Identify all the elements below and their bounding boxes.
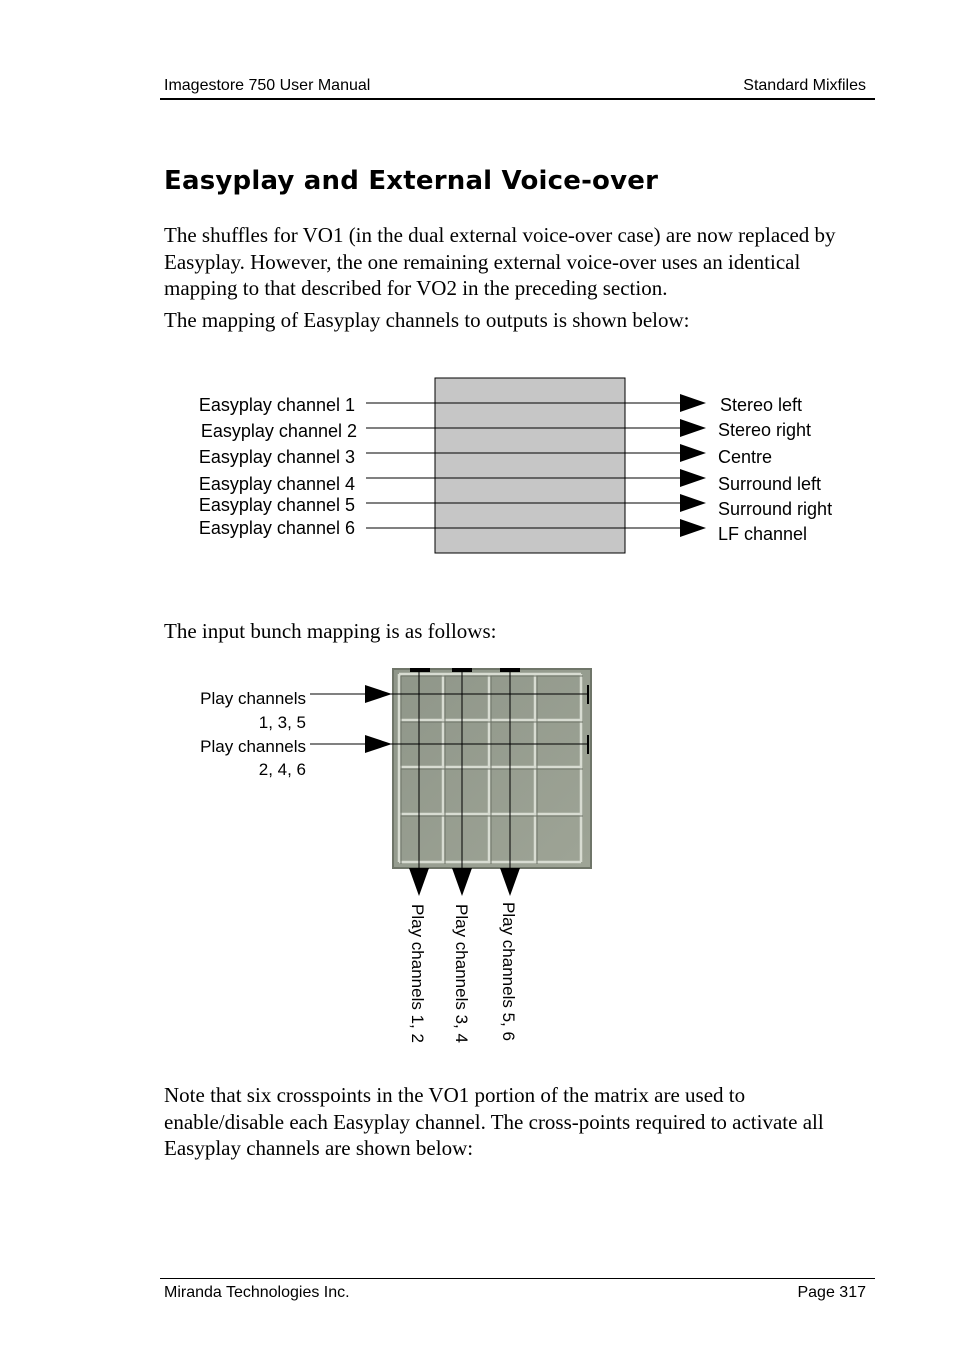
input-bunch-diagram: [0, 600, 954, 1070]
footer-company: Miranda Technologies Inc.: [164, 1284, 350, 1301]
output-label: Centre: [718, 447, 773, 467]
arrow-icon: [365, 685, 392, 703]
paragraph-shuffles: The shuffles for VO1 (in the dual external voice-over case) are now replaced by Easyplay. However, the one remaining external voice-over uses an identical mapping to that described for VO2 in the preceding section.: [164, 223, 836, 300]
input-label: Easyplay channel 1: [198, 395, 355, 415]
input-label: Easyplay channel 5: [198, 495, 355, 515]
header-manual-title: Imagestore 750 User Manual: [164, 77, 371, 94]
arrow-icon: [680, 469, 706, 487]
paragraph-input-bunch: The input bunch mapping is as follows:: [164, 619, 497, 643]
input-label: Easyplay channel 3: [198, 447, 355, 467]
mapping-block: [435, 378, 625, 553]
section-title: Easyplay and External Voice-over: [164, 166, 659, 196]
arrow-icon: [365, 735, 392, 753]
arrow-icon: [680, 519, 706, 537]
footer-rule: [160, 1278, 875, 1279]
column-label: Play channels 5, 6: [499, 902, 518, 1041]
header-section-name: Standard Mixfiles: [743, 77, 866, 94]
arrow-icon: [409, 868, 429, 896]
output-label: Stereo right: [718, 420, 812, 440]
input-label: Easyplay channel 6: [198, 518, 355, 538]
arrow-icon: [680, 419, 706, 437]
input-label: Easyplay channel 4: [198, 474, 355, 494]
row-label-line1: Play channels: [200, 689, 306, 708]
footer-page-number: Page 317: [797, 1284, 866, 1301]
paragraph-mapping-intro: The mapping of Easyplay channels to outputs is shown below:: [164, 308, 690, 332]
arrow-icon: [680, 444, 706, 462]
output-label: Stereo left: [720, 395, 803, 415]
row-label-line2: 1, 3, 5: [258, 713, 306, 732]
column-arrows: [409, 868, 520, 896]
input-label: Easyplay channel 2: [200, 421, 357, 441]
row-label-line1: Play channels: [200, 737, 306, 756]
arrow-icon: [500, 868, 520, 896]
arrow-icon: [680, 494, 706, 512]
output-label: Surround right: [718, 499, 833, 519]
column-label: Play channels 3, 4: [452, 904, 471, 1043]
channel-mapping-diagram: [0, 0, 954, 600]
column-markers: [410, 668, 520, 672]
crosspoint-matrix: [393, 669, 591, 868]
output-label: LF channel: [718, 524, 808, 544]
paragraph-crosspoints-note: Note that six crosspoints in the VO1 portion of the matrix are used to enable/disable each Easyplay channel. The cross-points required to activate all Easyplay channels are shown below:: [164, 1083, 824, 1160]
column-label: Play channels 1, 2: [408, 904, 427, 1043]
arrow-icon: [452, 868, 472, 896]
row-label-line2: 2, 4, 6: [258, 760, 306, 779]
row-arrows: [365, 685, 392, 753]
output-arrows: [680, 394, 706, 537]
output-label: Surround left: [718, 474, 822, 494]
arrow-icon: [680, 394, 706, 412]
